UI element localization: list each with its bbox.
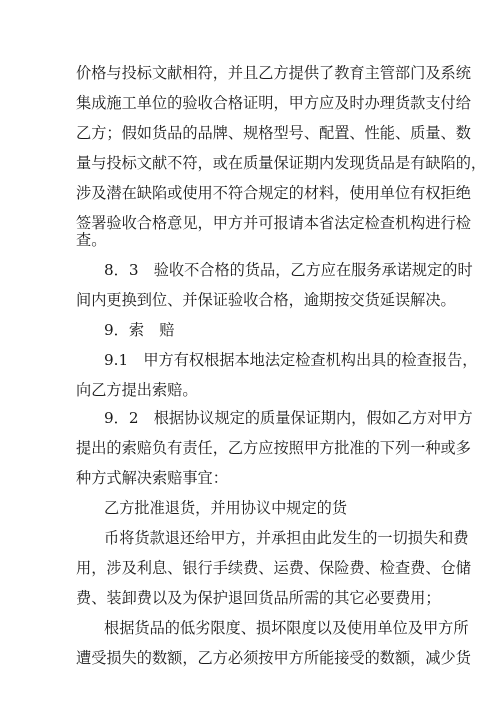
text-line-3: 乙方；假如货品的品牌、规格型号、配置、性能、质量、数 xyxy=(76,124,471,142)
text-line-15: 种方式解决索赔事宜： xyxy=(76,469,228,487)
text-line-19: 费、装卸费以及为保护退回货品所需的其它必要费用； xyxy=(76,589,441,607)
text-line-18: 用，涉及利息、银行手续费、运费、保险费、检查费、仓储 xyxy=(76,559,471,577)
section-heading-claims: 9．索 赔 xyxy=(104,321,175,339)
text-line-14: 提出的索赔负有责任，乙方应按照甲方批准的下列一种或多 xyxy=(76,439,471,457)
text-line-20: 根据货品的低劣限度、损坏限度以及使用单位及甲方所 xyxy=(104,619,469,637)
text-line-17: 币将货款退还给甲方，并承担由此发生的一切损失和费 xyxy=(104,529,469,547)
text-line-6: 签署验收合格意见，甲方并可报请本省法定检查机构进行检 xyxy=(76,214,471,232)
text-line-4: 量与投标文献不符，或在质量保证期内发现货品是有缺陷的， xyxy=(76,154,487,172)
text-line-13: 9．2 根据协议规定的质量保证期内，假如乙方对甲方 xyxy=(104,409,473,427)
text-line-1: 价格与投标文献相符，并且乙方提供了教育主管部门及系统 xyxy=(76,64,471,82)
text-line-2: 集成施工单位的验收合格证明，甲方应及时办理货款支付给 xyxy=(76,94,471,112)
text-line-12: 向乙方提出索赔。 xyxy=(76,381,198,399)
text-line-5: 涉及潜在缺陷或使用不符合规定的材料，使用单位有权拒绝 xyxy=(76,184,471,202)
text-line-9: 间内更换到位、并保证验收合格，逾期按交货延误解决。 xyxy=(76,291,456,309)
text-line-16: 乙方批准退货，并用协议中规定的货 xyxy=(104,499,347,517)
text-line-8: 8．3 验收不合格的货品，乙方应在服务承诺规定的时 xyxy=(104,261,473,279)
text-line-11: 9.1 甲方有权根据本地法定检查机构出具的检查报告， xyxy=(104,351,478,369)
text-line-7: 查。 xyxy=(76,231,107,249)
text-line-21: 遭受损失的数额，乙方必须按甲方所能接受的数额，减少货 xyxy=(76,649,471,667)
